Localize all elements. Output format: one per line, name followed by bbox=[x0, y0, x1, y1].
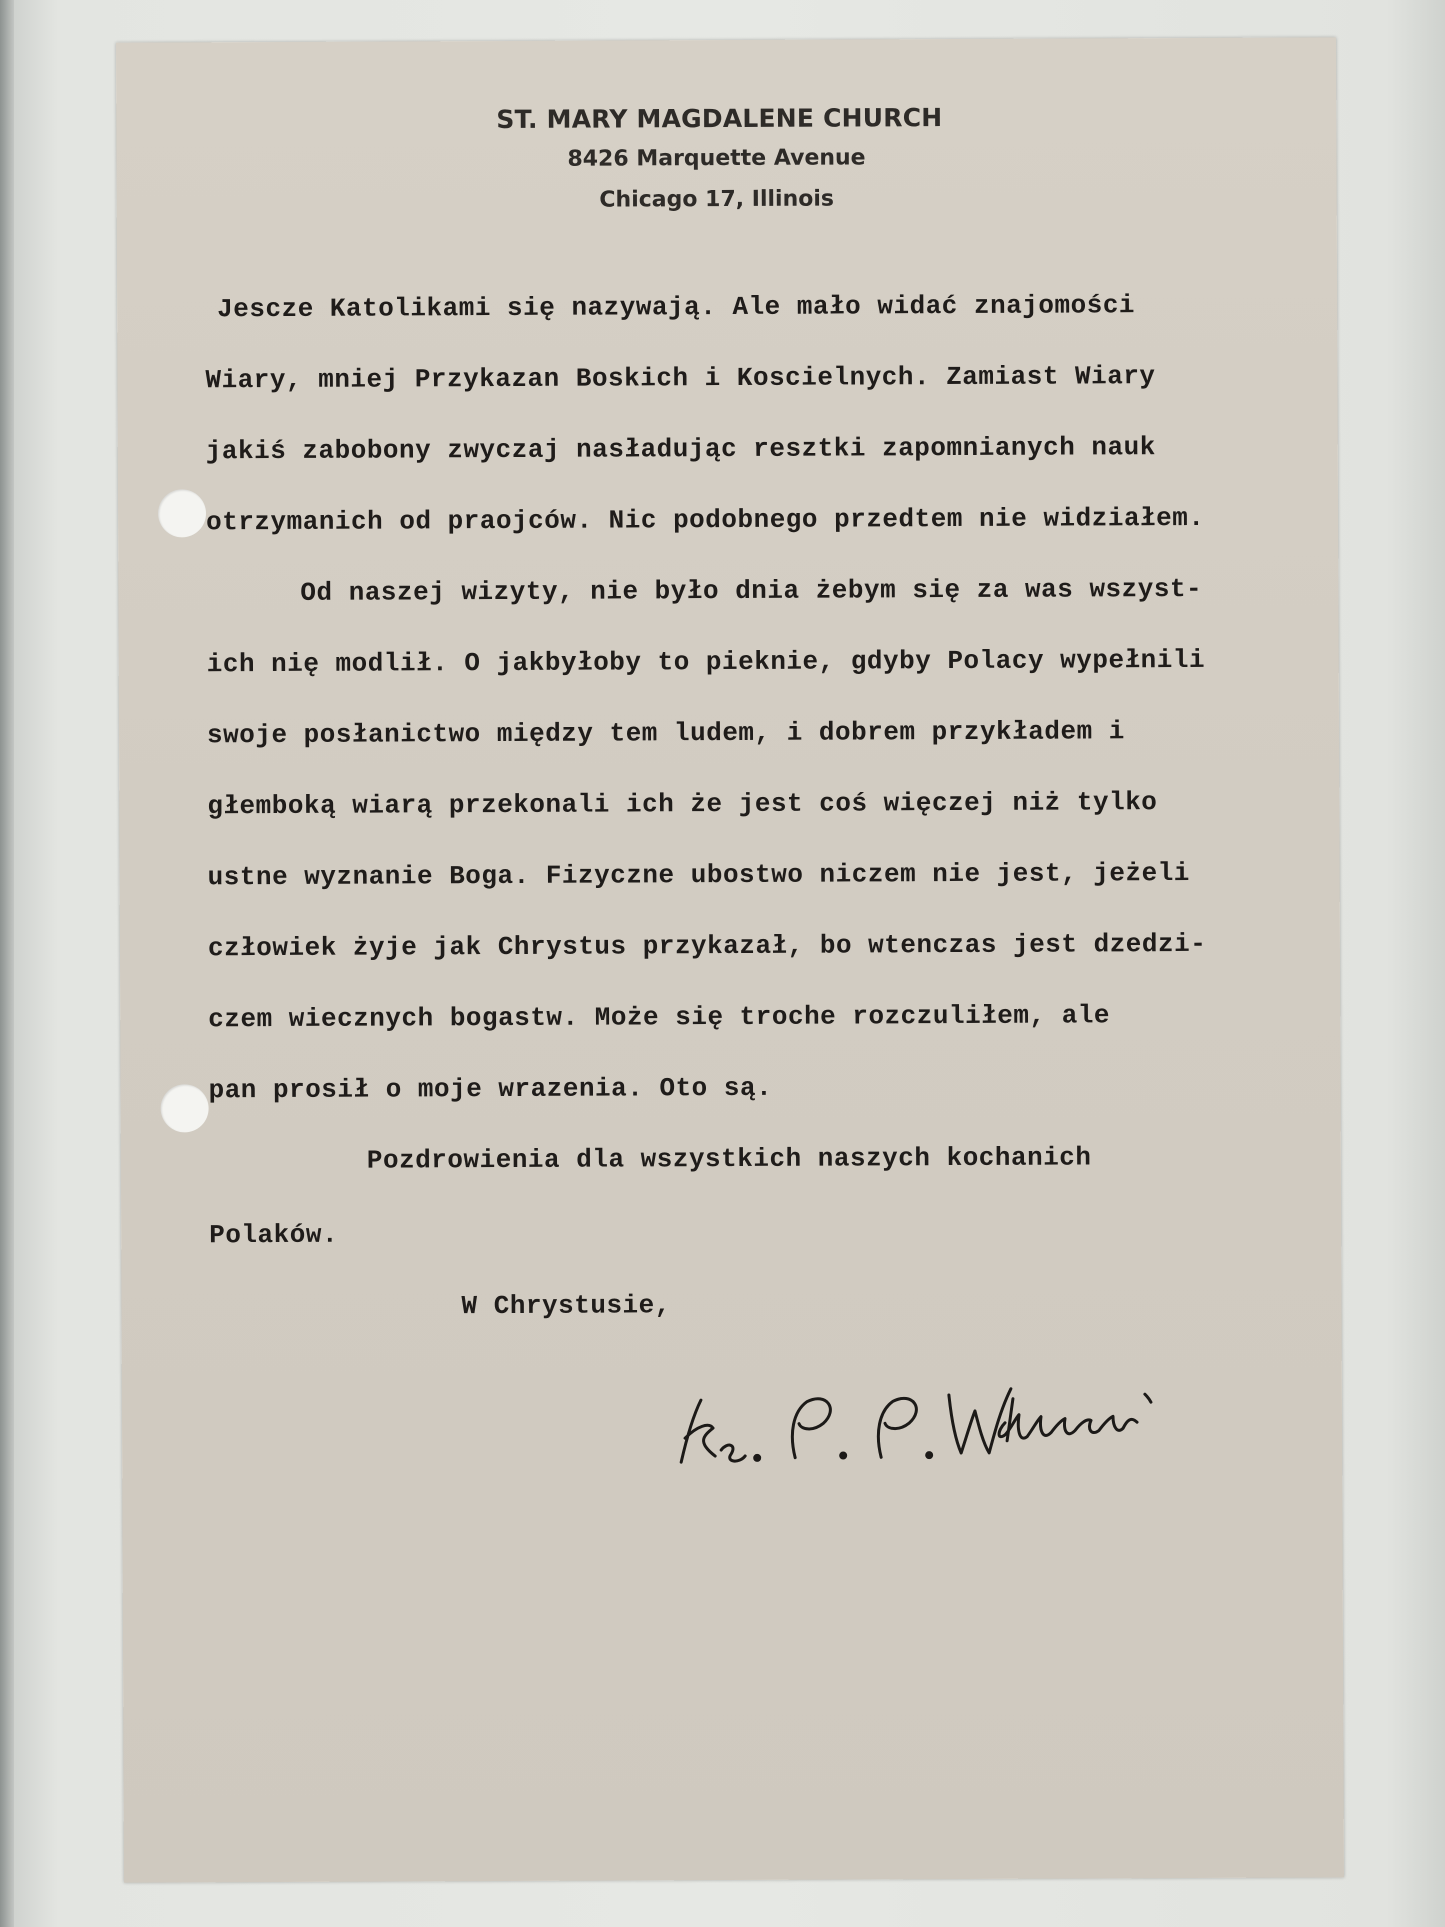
body-line: Od naszej wizyty, nie było dnia żebym się za was wszyst- bbox=[300, 573, 1203, 608]
body-line: jakiś zabobony zwyczaj nasładując resztki zapomnianych nauk bbox=[205, 432, 1156, 467]
closing: W Chrystusie, bbox=[461, 1290, 671, 1322]
body-line: człowiek żyje jak Chrystus przykazał, bo wtenczas jest dzedzi- bbox=[207, 928, 1207, 964]
body-line: otrzymanich od praojców. Nic podobnego przedtem nie widziałem. bbox=[206, 502, 1205, 538]
greeting-line: Polaków. bbox=[209, 1219, 339, 1251]
body-line: Wiary, mniej Przykazan Boskich i Koscielnych. Zamiast Wiary bbox=[205, 361, 1156, 396]
body-line: swoje posłanictwo między tem ludem, i dobrem przykładem i bbox=[206, 716, 1125, 751]
body-line: ustne wyznanie Boga. Fizyczne ubostwo niczem nie jest, jeżeli bbox=[207, 857, 1190, 893]
letterhead-city: Chicago 17, Illinois bbox=[599, 186, 835, 213]
signature-drawing bbox=[667, 1364, 1167, 1476]
punch-hole-bottom bbox=[161, 1084, 209, 1132]
body-line: głemboką wiarą przekonali ich że jest coś więczej niż tylko bbox=[207, 787, 1158, 822]
body-line: czem wiecznych bogastw. Może się troche rozczuliłem, ale bbox=[208, 1000, 1111, 1035]
letterhead bbox=[116, 101, 1336, 213]
letterhead-church-name: ST. MARY MAGDALENE CHURCH bbox=[496, 103, 943, 135]
body-line: pan prosił o moje wrazenia. Oto są. bbox=[208, 1072, 773, 1106]
left-edge-shadow bbox=[0, 0, 14, 1927]
greeting-line: Pozdrowienia dla wszystkich naszych kochanich bbox=[366, 1142, 1092, 1176]
letter-page bbox=[116, 37, 1344, 1882]
body-line: ich nię modlił. O jakbyłoby to pieknie, gdyby Polacy wypełnili bbox=[206, 644, 1206, 680]
punch-hole-top bbox=[158, 489, 206, 537]
letterhead-street: 8426 Marquette Avenue bbox=[567, 145, 866, 172]
body-line: Jescze Katolikami się nazywają. Ale mało widać znajomości bbox=[217, 290, 1136, 325]
handwritten-signature bbox=[667, 1364, 1167, 1476]
